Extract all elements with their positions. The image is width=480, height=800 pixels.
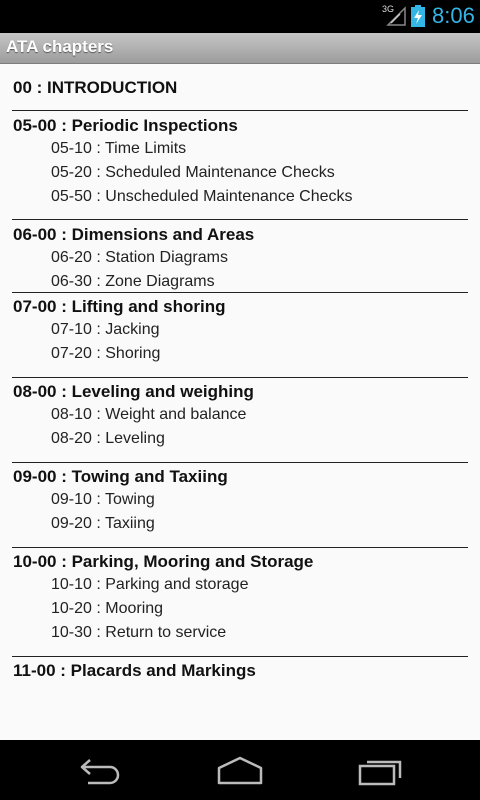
chapter-heading[interactable]: 09-00 : Towing and Taxiing: [13, 467, 228, 486]
divider: [12, 292, 468, 293]
chapter-heading[interactable]: 05-00 : Periodic Inspections: [13, 116, 238, 135]
network-type: 3G: [382, 4, 395, 14]
divider: [12, 462, 468, 463]
chapter-list-container[interactable]: [0, 64, 480, 740]
section-item[interactable]: 10-10 : Parking and storage: [51, 576, 249, 593]
divider: [12, 377, 468, 378]
section-item[interactable]: 07-20 : Shoring: [51, 345, 161, 362]
page-title: ATA chapters: [6, 37, 114, 56]
chapter-heading[interactable]: 07-00 : Lifting and shoring: [13, 297, 226, 316]
section-item[interactable]: 08-20 : Leveling: [51, 430, 165, 447]
divider: [12, 219, 468, 220]
section-item[interactable]: 05-50 : Unscheduled Maintenance Checks: [51, 188, 353, 205]
section-item[interactable]: 07-10 : Jacking: [51, 321, 160, 338]
chapter-heading[interactable]: 00 : INTRODUCTION: [13, 78, 178, 97]
signal-icon: [386, 6, 406, 31]
chapter-heading[interactable]: 11-00 : Placards and Markings: [13, 661, 256, 680]
section-item[interactable]: 06-30 : Zone Diagrams: [51, 273, 215, 290]
section-item[interactable]: 06-20 : Station Diagrams: [51, 249, 228, 266]
clock: 8:06: [432, 3, 475, 28]
section-item[interactable]: 05-10 : Time Limits: [51, 140, 187, 157]
section-item[interactable]: 05-20 : Scheduled Maintenance Checks: [51, 164, 335, 181]
battery-charging-icon: [411, 5, 425, 32]
home-icon[interactable]: [216, 754, 264, 791]
back-icon[interactable]: [78, 754, 122, 791]
recent-apps-icon[interactable]: [358, 754, 404, 791]
section-item[interactable]: 09-10 : Towing: [51, 491, 155, 508]
action-bar: [0, 33, 480, 64]
chapter-heading[interactable]: 06-00 : Dimensions and Areas: [13, 225, 255, 244]
chapter-list[interactable]: [0, 64, 480, 680]
chapter-heading[interactable]: 08-00 : Leveling and weighing: [13, 382, 254, 401]
navigation-bar: [0, 740, 480, 800]
divider: [12, 547, 468, 548]
chapter-heading[interactable]: 10-00 : Parking, Mooring and Storage: [13, 552, 314, 571]
status-bar: [0, 0, 480, 33]
section-item[interactable]: 10-30 : Return to service: [51, 624, 227, 641]
divider: [12, 110, 468, 111]
section-item[interactable]: 10-20 : Mooring: [51, 600, 164, 617]
section-item[interactable]: 08-10 : Weight and balance: [51, 406, 247, 423]
section-item[interactable]: 09-20 : Taxiing: [51, 515, 155, 532]
divider: [12, 656, 468, 657]
